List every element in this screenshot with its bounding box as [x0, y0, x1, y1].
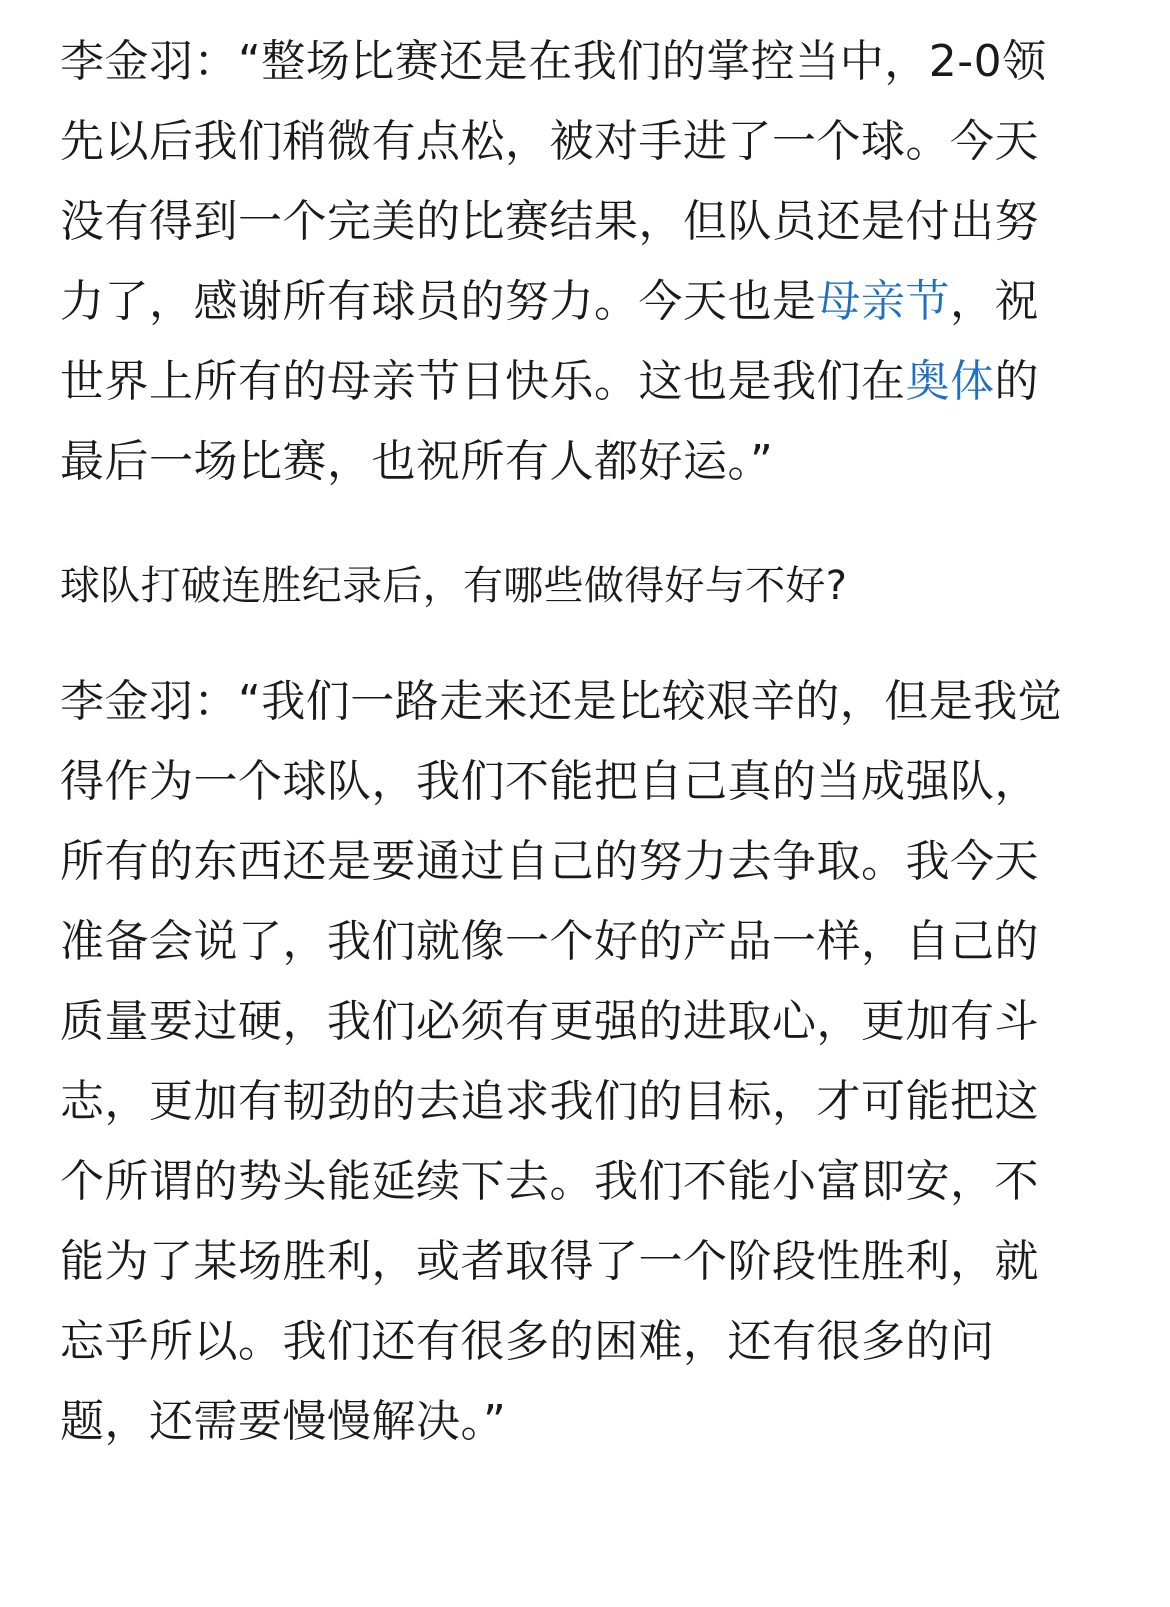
link-olympic-center[interactable]: 奥体	[905, 356, 995, 407]
quote-1-text-part-2: ，祝世界上所有的母亲节日快乐。这也是我们在	[60, 276, 1039, 407]
link-mothers-day[interactable]: 母亲节	[816, 276, 950, 327]
quote-paragraph-2: 李金羽：“我们一路走来还是比较艰辛的，但是我觉得作为一个球队，我们不能把自己真的当成强队，所有的东西还是要通过自己的努力去争取。我今天准备会说了，我们就像一个好的产品一样，自己的质量要过硬，我们必须有更强的进取心，更加有斗志，更加有韧劲的去追求我们的目标，才可能把这个所谓的势头能延续下去。我们不能小富即安，不能为了某场胜利，或者取得了一个阶段性胜利，就忘乎所以。我们还有很多的困难，还有很多的问题，还需要慢慢解决。”	[60, 676, 1063, 1447]
article-body	[60, 22, 1070, 1462]
interview-question: 球队打破连胜纪录后，有哪些做得好与不好?	[60, 563, 848, 609]
quote-paragraph-1	[60, 22, 1070, 502]
quote-1-text-part-3: 的最后一场比赛，也祝所有人都好运。”	[60, 356, 1039, 487]
quote-1-text-part-1: 李金羽：“整场比赛还是在我们的掌控当中，2-0领先以后我们稍微有点松，被对手进了一个球。今天没有得到一个完美的比赛结果，但队员还是付出努力了，感谢所有球员的努力。今天也是	[60, 36, 1047, 327]
